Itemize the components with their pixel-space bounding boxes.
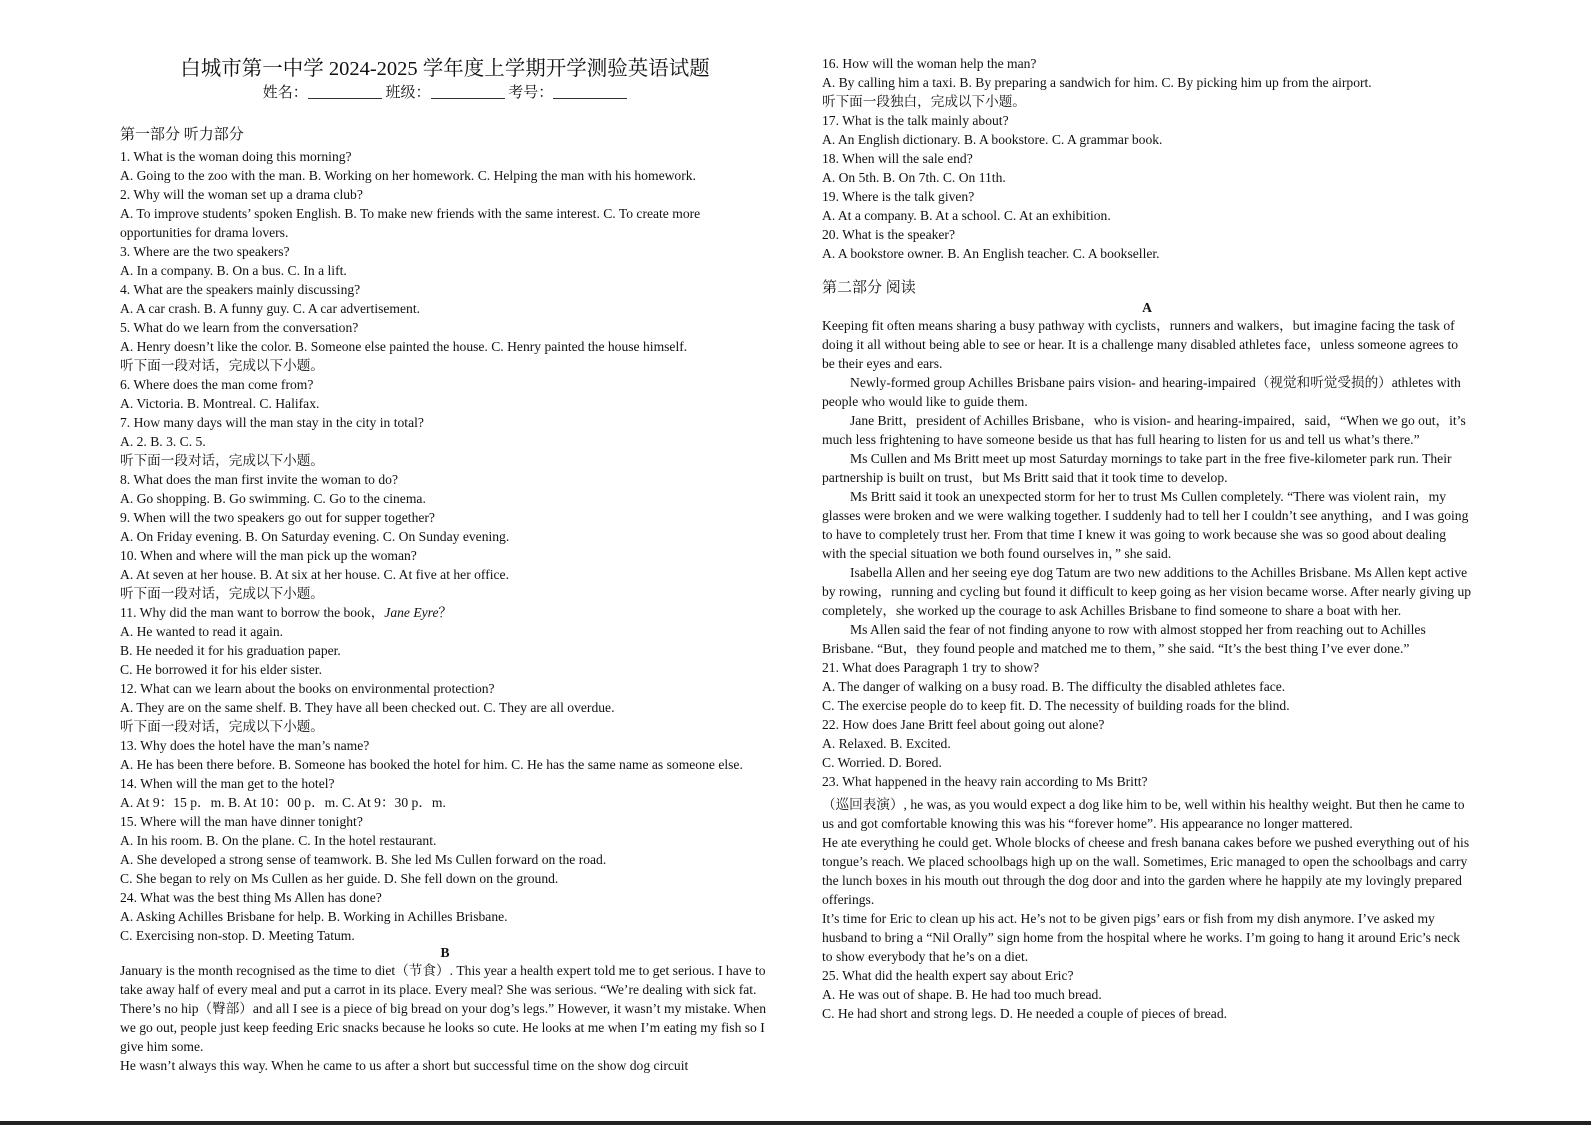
question-line: A. On Friday evening. B. On Saturday evening. C. On Sunday evening. [120, 529, 510, 544]
question-line: A. At a company. B. At a school. C. At an exhibition. [822, 208, 1111, 223]
passage-paragraph: Newly-formed group Achilles Brisbane pairs vision- and hearing-impaired（视觉和听觉受损的）athletes with people who would like to guide them. [822, 375, 1461, 409]
question-line: 16. How will the woman help the man? [822, 56, 1037, 71]
question-line: 24. What was the best thing Ms Allen has done? [120, 890, 382, 905]
right-question-list-3 [822, 966, 1472, 1023]
question-line: A. He was out of shape. B. He had too much bread. [822, 987, 1102, 1002]
left-question-list [120, 147, 770, 603]
right-question-list-2 [822, 658, 1472, 791]
passage-paragraph: It’s time for Eric to clean up his act. He’s not to be given pigs’ ears or fish from my dish anymore. I’ve asked my husband to bring a “Nil Orally” sign home from the hospital where he works. I’m going to hang it around Eric’s neck to show everybody that he’s on a diet. [822, 911, 1461, 964]
passage-a-label: A [1142, 300, 1152, 315]
question-line: A. They are on the same shelf. B. They have all been checked out. C. They are all overdue. [120, 700, 615, 715]
passage-paragraph: Ms Britt said it took an unexpected storm for her to trust Ms Cullen completely. “There was violent rain，my glasses were broken and we were walking together. I suddenly had to tell her I couldn’t see anything，and I was going to have to completely trust her. From that time I knew it was going to work because she was so good about dealing with the special situation we both found ourselves in，” she said. [822, 489, 1469, 561]
student-info [120, 83, 770, 103]
class-blank[interactable] [431, 84, 505, 99]
question-line: A. The danger of walking on a busy road. B. The difficulty the disabled athletes face. [822, 679, 1286, 694]
question-line: A. At seven at her house. B. At six at her house. C. At five at her office. [120, 567, 509, 582]
question-line: 听下面一段对话，完成以下小题。 [120, 453, 324, 468]
passage-b-text: January is the month recognised as the time to diet（节食）. This year a health expert told me to get serious. I have to take away half of every meal and put a carrot in its place. Every meal? She was serious. “We’re dealing with sick fat. There’s no hip（臀部）and all I see is a piece of big bread on your dog’s legs.” However, it wasn’t my mistake. When we go out, people just keep feeding Eric snacks because he looks so cute. He looks at me when I’m eating my fish so I give him some. [120, 963, 767, 1054]
passage-paragraph: Jane Britt，president of Achilles Brisbane，who is vision- and hearing-impaired，said，“When we go out，it’s much less frightening to have someone beside us that has full hearing to listen for us and tell us what’s there.” [822, 413, 1466, 447]
question-line: 8. What does the man first invite the woman to do? [120, 472, 398, 487]
id-label: 考号： [508, 85, 554, 101]
question-line: A. Asking Achilles Brisbane for help. B. Working in Achilles Brisbane. [120, 909, 508, 924]
name-label: 姓名： [262, 85, 308, 101]
question-line: A. Victoria. B. Montreal. C. Halifax. [120, 396, 320, 411]
question-line: 20. What is the speaker? [822, 227, 955, 242]
question-line: 听下面一段对话，完成以下小题。 [120, 586, 324, 601]
question-line: 听下面一段独白，完成以下小题。 [822, 94, 1026, 109]
passage-a-text [822, 316, 1472, 658]
question-line: 6. Where does the man come from? [120, 377, 314, 392]
left-question-list-2 [120, 622, 770, 945]
question-line: C. He borrowed it for his elder sister. [120, 662, 322, 677]
question-line: A. By calling him a taxi. B. By preparing a sandwich for him. C. By picking him up from the airport. [822, 75, 1372, 90]
question-line: 21. What does Paragraph 1 try to show? [822, 660, 1040, 675]
question-line: C. The exercise people do to keep fit. D. The necessity of building roads for the blind. [822, 698, 1290, 713]
question-line: 3. Where are the two speakers? [120, 244, 290, 259]
passage-paragraph: Isabella Allen and her seeing eye dog Tatum are two new additions to the Achilles Brisbane. Ms Allen kept active by rowing，running and cycling but found it difficult to keep going as her vision became worse. After nearly giving up completely，she worked up the courage to ask Achilles Brisbane to find someone to share a boat with her. [822, 565, 1472, 618]
question-11-text: 11. Why did the man want to borrow the book， [120, 605, 385, 620]
question-line: 10. When and where will the man pick up the woman? [120, 548, 417, 563]
passage-paragraph: Ms Allen said the fear of not finding anyone to row with almost stopped her from reaching out to Achilles Brisbane. “But，they found people and matched me to them，” she said. “It’s the best thing I’ve ever done.” [822, 622, 1426, 656]
question-line: C. He had short and strong legs. D. He needed a couple of pieces of bread. [822, 1006, 1228, 1021]
question-line: A. 2. B. 3. C. 5. [120, 434, 206, 449]
right-question-list [822, 54, 1472, 263]
question-line: 13. Why does the hotel have the man’s name? [120, 738, 370, 753]
section-listening-heading: 第一部分 听力部分 [120, 127, 244, 143]
class-label: 班级： [385, 85, 431, 101]
name-blank[interactable] [308, 84, 382, 99]
question-line: A. She developed a strong sense of teamwork. B. She led Ms Cullen forward on the road. [120, 852, 607, 867]
passage-paragraph: Ms Cullen and Ms Britt meet up most Saturday mornings to take part in the free five-kilometer park run. Their partnership is built on trust，but Ms Britt said that it took time to develop. [822, 451, 1452, 485]
question-line: C. Exercising non-stop. D. Meeting Tatum. [120, 928, 355, 943]
section-reading-heading: 第二部分 阅读 [822, 280, 916, 296]
left-column [120, 118, 770, 1075]
question-line: A. He wanted to read it again. [120, 624, 284, 639]
question-line: A. An English dictionary. B. A bookstore. C. A grammar book. [822, 132, 1163, 147]
question-line: B. He needed it for his graduation paper. [120, 643, 341, 658]
question-line: 听下面一段对话，完成以下小题。 [120, 358, 324, 373]
passage-b-label: B [440, 945, 450, 960]
question-line: 22. How does Jane Britt feel about going out alone? [822, 717, 1105, 732]
passage-paragraph: Keeping fit often means sharing a busy pathway with cyclists，runners and walkers，but imagine facing the task of doing it all without being able to see or hear. It is a challenge many disabled athletes face，unless someone agrees to be their eyes and ears. [822, 318, 1459, 371]
question-line: 1. What is the woman doing this morning? [120, 149, 352, 164]
passage-paragraph: He ate everything he could get. Whole blocks of cheese and fresh banana cakes before we pushed everything out of his tongue’s reach. We placed schoolbags high up on the wall. Sometimes, Eric managed to open the schoolbags and carry the lunch boxes in his mouth out through the dog door and into the garden where he happily ate my lovingly prepared offerings. [822, 835, 1470, 907]
question-line: 19. Where is the talk given? [822, 189, 975, 204]
question-line: A. On 5th. B. On 7th. C. On 11th. [822, 170, 1006, 185]
question-line: 7. How many days will the man stay in the city in total? [120, 415, 424, 430]
question-line: A. Go shopping. B. Go swimming. C. Go to the cinema. [120, 491, 426, 506]
question-line: A. Relaxed. B. Excited. [822, 736, 951, 751]
question-line: 23. What happened in the heavy rain according to Ms Britt? [822, 774, 1148, 789]
question-line: 17. What is the talk mainly about? [822, 113, 1009, 128]
question-line: A. At 9：15 p．m. B. At 10：00 p．m. C. At 9：30 p．m. [120, 795, 446, 810]
question-line: 14. When will the man get to the hotel? [120, 776, 335, 791]
passage-b-last-line: He wasn’t always this way. When he came to us after a short but successful time on the show dog circuit [120, 1058, 689, 1073]
question-line: 12. What can we learn about the books on environmental protection? [120, 681, 495, 696]
question-line: A. Going to the zoo with the man. B. Working on her homework. C. Helping the man with his homework. [120, 168, 696, 183]
question-line: A. In a company. B. On a bus. C. In a lift. [120, 263, 347, 278]
page-title: 白城市第一中学 2024-2025 学年度上学期开学测验英语试题 [180, 58, 710, 80]
question-line: 9. When will the two speakers go out for supper together? [120, 510, 435, 525]
question-line: C. Worried. D. Bored. [822, 755, 942, 770]
question-line: 5. What do we learn from the conversation? [120, 320, 359, 335]
passage-paragraph: （巡回表演）, he was, as you would expect a dog like him to be, well within his healthy weight. But then he came to us and got comfortable knowing this was his “forever home”. His appearance no longer mattered. [822, 797, 1465, 831]
question-line: A. A bookstore owner. B. An English teacher. C. A bookseller. [822, 246, 1160, 261]
question-line: 25. What did the health expert say about Eric? [822, 968, 1074, 983]
bottom-rule [0, 1121, 1591, 1125]
question-line: A. To improve students’ spoken English. B. To make new friends with the same interest. C. To create more opportunities for drama lovers. [120, 206, 701, 240]
book-title: Jane Eyre [384, 605, 439, 620]
question-line: A. Henry doesn’t like the color. B. Someone else painted the house. C. Henry painted the house himself. [120, 339, 688, 354]
question-line: 2. Why will the woman set up a drama club? [120, 187, 363, 202]
question-line: C. She began to rely on Ms Cullen as her guide. D. She fell down on the ground. [120, 871, 559, 886]
question-line: 听下面一段对话，完成以下小题。 [120, 719, 324, 734]
question-line: 4. What are the speakers mainly discussing? [120, 282, 361, 297]
question-line: A. A car crash. B. A funny guy. C. A car advertisement. [120, 301, 421, 316]
question-11 [120, 603, 770, 622]
question-11-mark: ？ [438, 605, 453, 620]
right-column [822, 54, 1472, 1023]
question-line: 18. When will the sale end? [822, 151, 973, 166]
id-blank[interactable] [553, 84, 627, 99]
passage-b-continued [822, 795, 1472, 966]
question-line: A. He has been there before. B. Someone has booked the hotel for him. C. He has the same name as someone else. [120, 757, 743, 772]
question-line: A. In his room. B. On the plane. C. In the hotel restaurant. [120, 833, 437, 848]
question-line: 15. Where will the man have dinner tonight? [120, 814, 363, 829]
